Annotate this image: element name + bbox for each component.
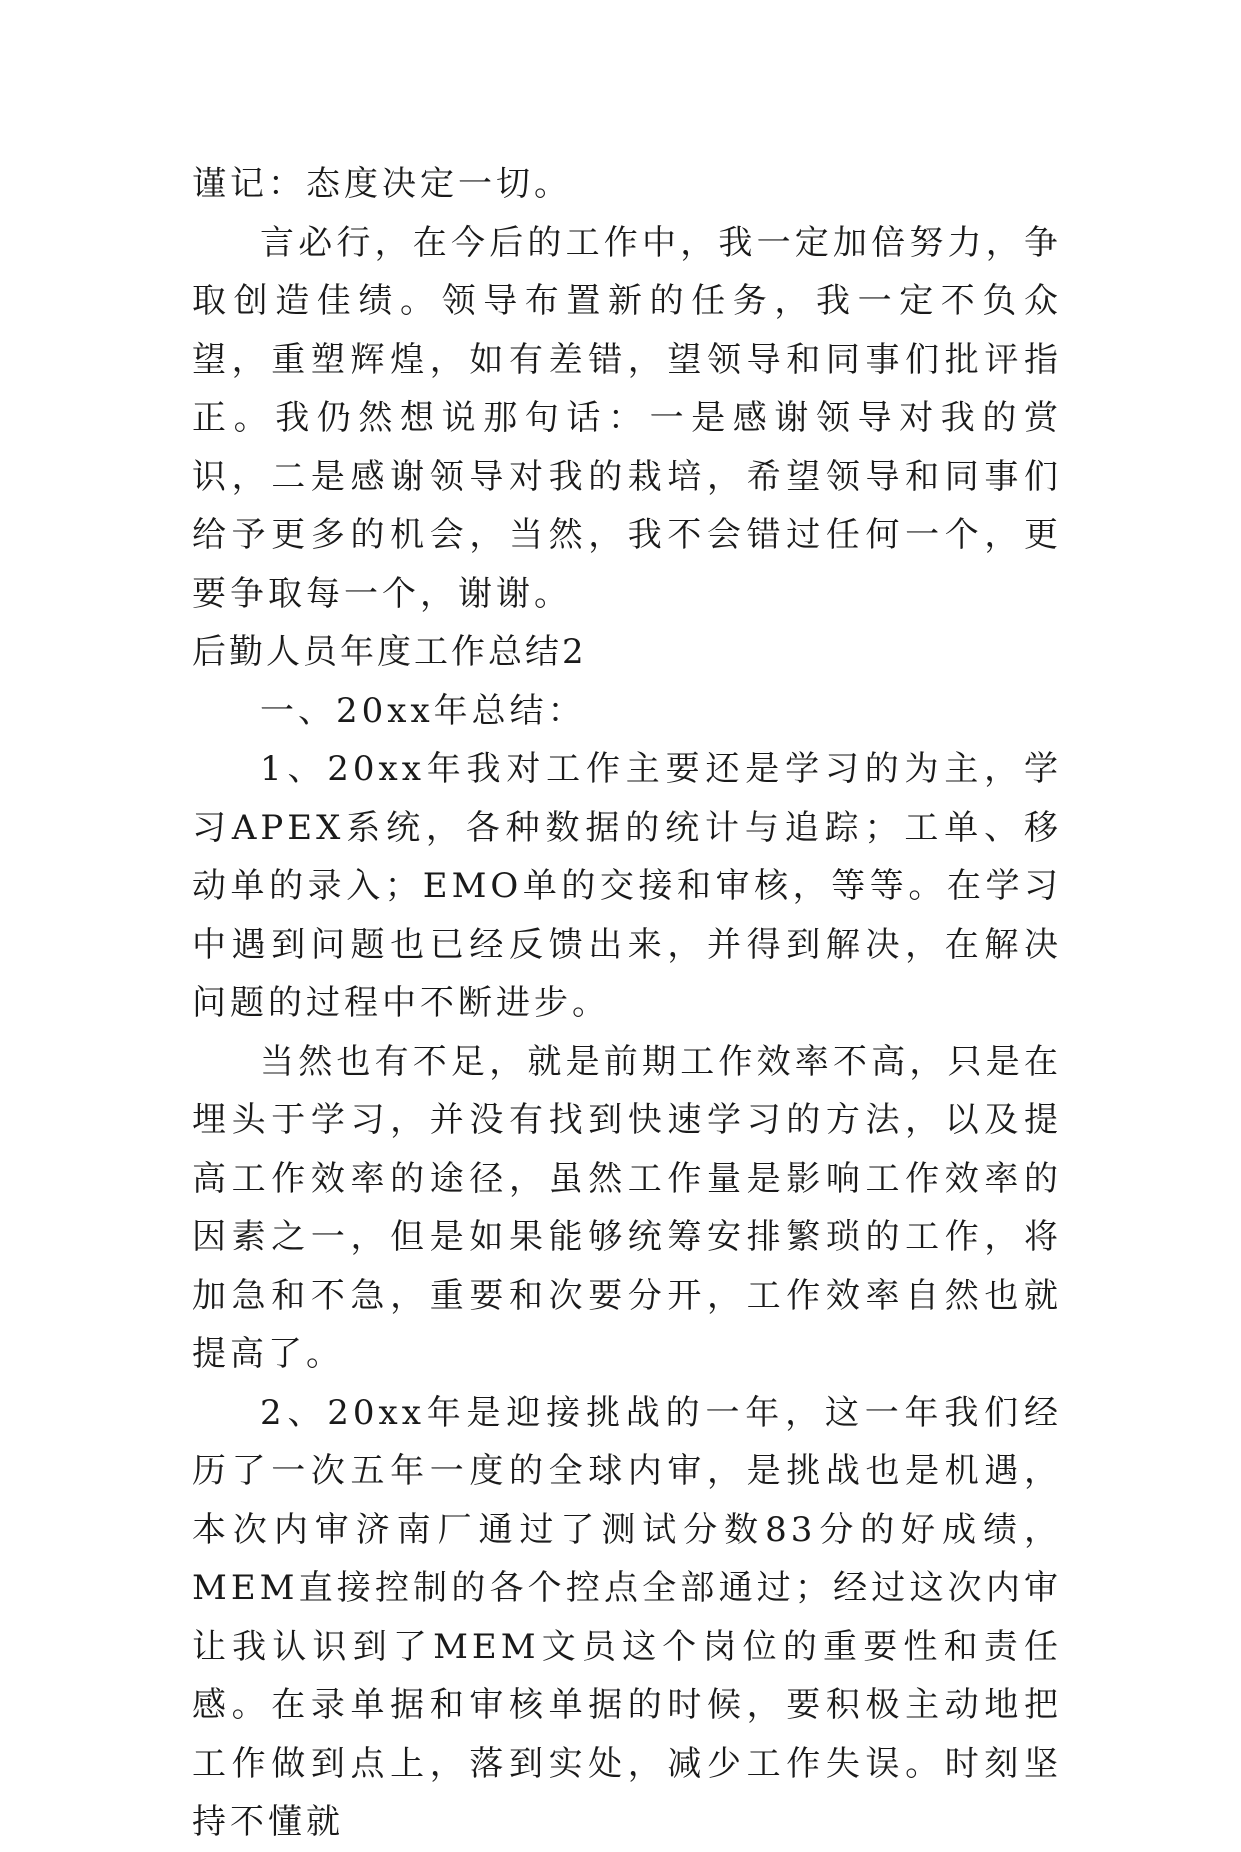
paragraph-item-2: 2、20xx年是迎接挑战的一年，这一年我们经历了一次五年一度的全球内审，是挑战也是机遇，本次内审济南厂通过了测试分数83分的好成绩，MEM直接控制的各个控点全部通过；经过这次内审让我认识到了MEM文员这个岗位的重要性和责任感。在录单据和审核单据的时候，要积极主动地把工作做到点上，落到实处，减少工作失误。时刻坚持不懂就: [192, 1392, 1062, 1842]
paragraph-commitment: 言必行，在今后的工作中，我一定加倍努力，争取创造佳绩。领导布置新的任务，我一定不负众望，重塑辉煌，如有差错，望领导和同事们批评指正。我仍然想说那句话：一是感谢领导对我的赏识，二是感谢领导对我的栽培，希望领导和同事们给予更多的机会，当然，我不会错过任何一个，更要争取每一个，谢谢。: [192, 222, 1062, 614]
subheading-summary: 一、20xx年总结：: [260, 690, 586, 731]
section-title: 后勤人员年度工作总结2: [192, 632, 587, 672]
document-body: [192, 155, 1062, 1852]
paragraph-shortcomings: 当然也有不足，就是前期工作效率不高，只是在埋头于学习，并没有找到快速学习的方法，以及提高工作效率的途径，虽然工作量是影响工作效率的因素之一，但是如果能够统筹安排繁琐的工作，将加急和不急，重要和次要分开，工作效率自然也就提高了。: [192, 1041, 1062, 1374]
paragraph-conclusion: 谨记：态度决定一切。: [192, 164, 572, 204]
paragraph-item-1: 1、20xx年我对工作主要还是学习的为主，学习APEX系统，各种数据的统计与追踪；工单、移动单的录入；EMO单的交接和审核，等等。在学习中遇到问题也已经反馈出来，并得到解决，在解决问题的过程中不断进步。: [192, 749, 1062, 1023]
